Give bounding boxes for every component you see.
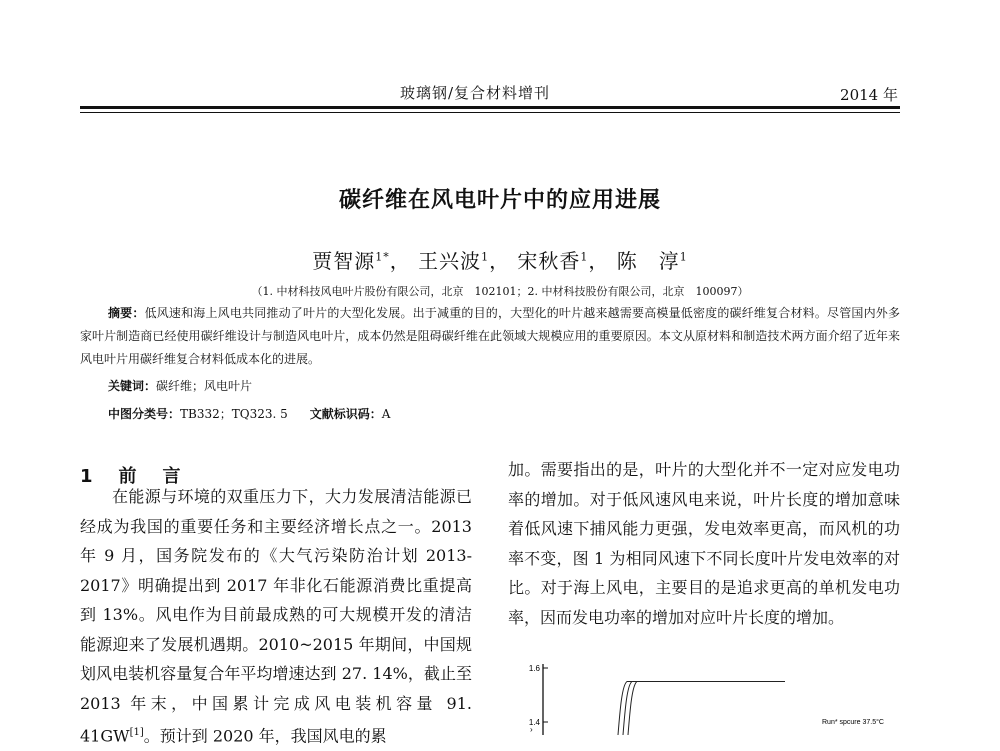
author-name: 陈 淳: [616, 249, 680, 273]
series-line: [618, 682, 785, 736]
y-axis-marker: ›: [530, 725, 533, 734]
journal-name: 玻璃钢/复合材料增刊: [400, 84, 551, 102]
affiliation: （1. 中材科技风电叶片股份有限公司，北京 102101；2. 中材科技股份有限公司，北京 100097）: [251, 285, 749, 298]
keywords: [108, 377, 252, 394]
citation-ref: [1]: [129, 727, 144, 738]
chart-legend: Run* spcure 37.5°C: [822, 719, 884, 726]
article-title: 碳纤维在风电叶片中的应用进展: [338, 188, 661, 213]
abstract-text: 低风速和海上风电共同推动了叶片的大型化发展。出于减重的目的，大型化的叶片越来越需要高模量低密度的碳纤维复合材料。尽管国内外多家叶片制造商已经使用碳纤维设计与制造风电叶片，成本仍然是阻碍碳纤维在此领域大规模应用的重要原因。本文从原材料和制造技术两方面介绍了近年来风电叶片用碳纤维复合材料低成本化的进展。: [80, 306, 900, 366]
author-separator: ，: [489, 249, 511, 273]
classification-line: [108, 405, 390, 422]
author-name: 贾智源: [312, 249, 376, 273]
abstract: [80, 302, 900, 371]
header-rule-thin: [80, 112, 900, 113]
figure-1-chart: [500, 650, 900, 739]
author-affil-mark: 1: [481, 250, 490, 264]
doc-code: A: [381, 407, 391, 421]
author-name: 宋秋香: [517, 249, 581, 273]
series-line: [623, 682, 785, 736]
body-text-cont: 。预计到 2020 年，我国风电的累: [143, 726, 387, 746]
y-tick-label: 1.6: [528, 664, 540, 673]
classification-code: TB332；TQ323. 5: [180, 407, 288, 421]
author-affil-mark: 1: [679, 250, 688, 264]
author-list: [0, 245, 1000, 274]
journal-year: 2014 年: [840, 86, 898, 104]
author-separator: ，: [588, 249, 610, 273]
header-rule-thick: [80, 106, 900, 109]
body-text: 在能源与环境的双重压力下，大力发展清洁能源已经成为我国的重要任务和主要经济增长点之一。2013 年 9 月，国务院发布的《大气污染防治计划 2013-2017》明确提出到 2017 年非化石能源消费比重提高到 13%。风电作为目前最成熟的可大规模开发的清洁能源迎来了发展机遇期。2010~2015 年期间，中国规划风电装机容量复合年平均增速达到 27. 14%，截止至 2013 年末，中国累计完成风电装机容量 91. 41GW: [80, 487, 472, 746]
author-separator: ，: [389, 249, 411, 273]
keywords-label: 关键词：: [108, 379, 157, 393]
chart-svg: [500, 650, 900, 735]
author-affil-mark: 1: [580, 250, 589, 264]
y-tick-label: 1.4: [528, 718, 540, 727]
doc-code-label: 文献标识码：: [309, 407, 382, 421]
body-right-column: 加。需要指出的是，叶片的大型化并不一定对应发电功率的增加。对于低风速风电来说，叶片长度的增加意味着低风速下捕风能力更强，发电效率更高，而风机的功率不变，图 1 为相同风速下不同长度叶片发电效率的对比。对于海上风电，主要目的是追求更高的单机发电功率，因而发电功率的增加对应叶片长度的增加。: [508, 460, 900, 627]
classification-label: 中图分类号：: [108, 407, 181, 421]
author-affil-mark: 1*: [375, 250, 390, 264]
keywords-text: 碳纤维；风电叶片: [156, 379, 253, 393]
series-line: [628, 682, 785, 736]
section-heading: 1 前 言: [80, 466, 185, 487]
abstract-label: 摘要：: [108, 306, 145, 320]
author-name: 王兴波: [418, 249, 482, 273]
body-left-column: [80, 482, 472, 751]
